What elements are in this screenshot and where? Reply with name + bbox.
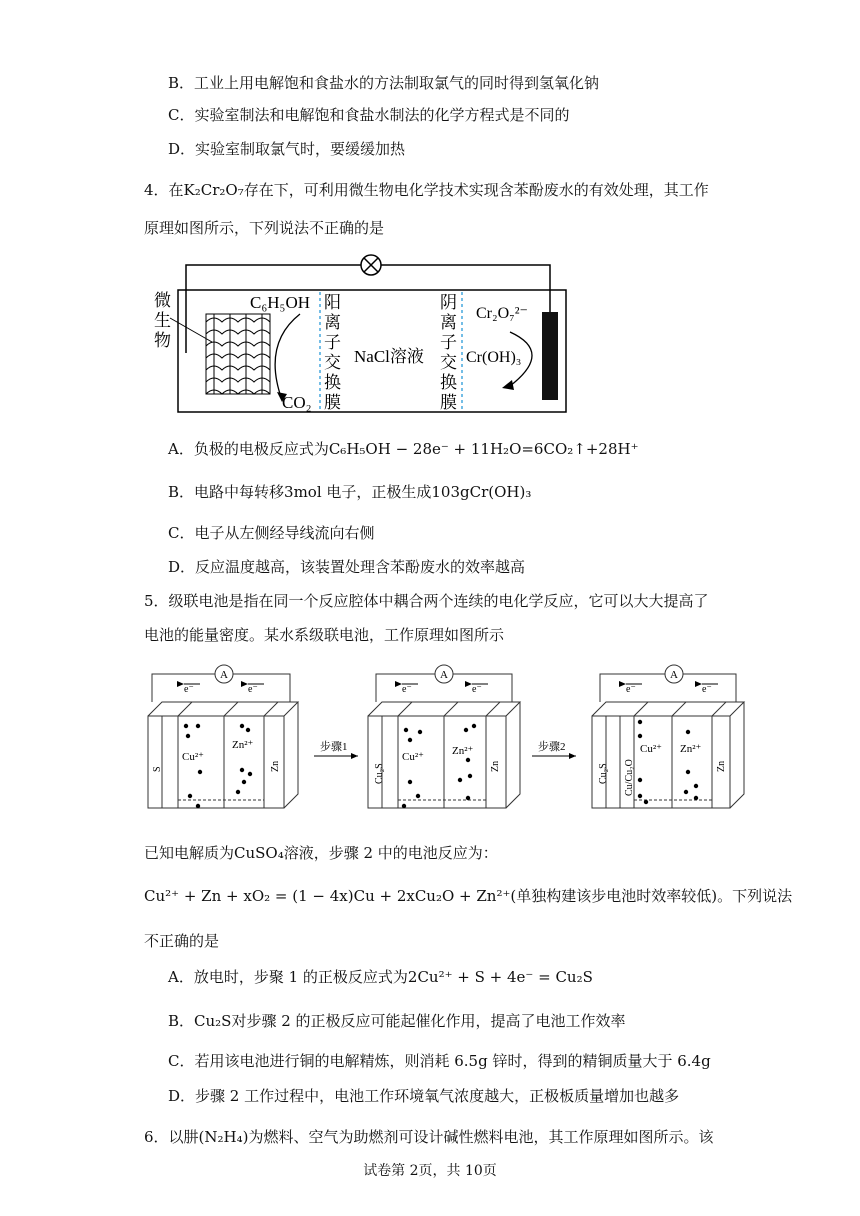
- cell-after-step2: [592, 665, 744, 808]
- q4-option-b: B．电路中每转移3mol 电子，正极生成103gCr(OH)₃: [168, 483, 532, 501]
- zn-ion-3: Zn²⁺: [680, 743, 702, 755]
- anion-char-4: 交: [440, 353, 457, 372]
- zn-electrode-1: Zn: [270, 760, 281, 772]
- ammeter-1-label: A: [220, 669, 228, 681]
- cation-char-5: 换: [324, 373, 341, 392]
- cr2o7-label: Cr₂O₇²⁻: [476, 305, 528, 322]
- anion-char-1: 阴: [440, 293, 457, 312]
- step1-label: 步骤1: [320, 741, 348, 753]
- cell-initial: [148, 665, 298, 808]
- electron-2b: e⁻: [472, 684, 482, 695]
- ions-1: [184, 724, 252, 808]
- step2-label: 步骤2: [538, 741, 566, 753]
- microbe-char-2: 生: [154, 311, 171, 330]
- cu-ion-3: Cu²⁺: [640, 743, 662, 755]
- anion-char-2: 离: [440, 313, 457, 332]
- q3-option-b: B．工业上用电解饱和食盐水的方法制取氯气的同时得到氢氧化钠: [168, 74, 600, 92]
- cation-char-1: 阳: [324, 293, 341, 312]
- q5-figure: [140, 660, 750, 820]
- q5-stem-line3: 不正确的是: [144, 932, 220, 950]
- cation-char-4: 交: [324, 353, 341, 372]
- cu-ion-1: Cu²⁺: [182, 751, 204, 763]
- cation-char-6: 膜: [324, 393, 341, 412]
- s-electrode-label: S: [152, 766, 163, 772]
- zn-electrode-2: Zn: [490, 760, 501, 772]
- electron-3a: e⁻: [626, 684, 636, 695]
- nacl-label: NaCl溶液: [354, 347, 424, 366]
- q5-option-d: D．步骤 2 工作过程中，电池工作环境氧气浓度越大，正极板质量增加也越多: [168, 1087, 680, 1105]
- anion-membrane-label: [440, 293, 457, 412]
- cu-cu2o-electrode-label: Cu/Cu₂O: [624, 759, 635, 796]
- electron-2a: e⁻: [402, 684, 412, 695]
- q4-stem-b: 存在下，可利用微生物电化学技术实现含苯酚废水的有效处理，其工作: [243, 181, 709, 199]
- ions-2: [402, 724, 476, 808]
- q5-option-c: C．若用该电池进行铜的电解精炼，则消耗 6.5g 锌时，得到的精铜质量大于 6.4g: [168, 1052, 711, 1070]
- q5-equation: Cu²⁺ + Zn + xO₂ = (1 − 4x)Cu + 2xCu₂O + Zn²⁺(单独构建该步电池时效率较低)。下列说法: [144, 887, 793, 905]
- q4-option-a: A．负极的电极反应式为C₆H₅OH − 28e⁻ + 11H₂O=6CO₂↑+28H⁺: [168, 440, 639, 458]
- cell-after-step1: [368, 665, 520, 808]
- co2-label: CO₂: [282, 393, 312, 412]
- cathode-electrode: [542, 312, 558, 400]
- page-footer: 试卷第 2页，共 10页: [363, 1163, 497, 1179]
- ions-3: [638, 720, 698, 804]
- ammeter-2-label: A: [440, 669, 448, 681]
- electron-1b: e⁻: [248, 684, 258, 695]
- q4-stem-line2: 原理如图所示，下列说法不正确的是: [144, 219, 385, 237]
- q4-option-d: D．反应温度越高，该装置处理含苯酚废水的效率越高: [168, 558, 526, 576]
- zn-ion-1: Zn²⁺: [232, 739, 254, 751]
- q3-option-c: C．实验室制法和电解饱和食盐水制法的化学方程式是不同的: [168, 106, 570, 124]
- anion-char-3: 子: [440, 333, 457, 352]
- anion-char-5: 换: [440, 373, 457, 392]
- microbe-electrode: [206, 314, 270, 394]
- q3-option-d: D．实验室制取氯气时，要缓缓加热: [168, 140, 406, 158]
- q5-stem-line2: 电池的能量密度。某水系级联电池，工作原理如图所示: [144, 626, 505, 644]
- q4-k2cr2o7: K₂Cr₂O₇: [183, 181, 244, 199]
- q5-option-a: A．放电时，步聚 1 的正极反应式为2Cu²⁺ + S + 4e⁻ = Cu₂S: [168, 968, 593, 986]
- q4-stem-a: 4．在: [144, 181, 184, 199]
- c6h5oh-label: C₆H₅OH: [250, 293, 311, 312]
- electron-1a: e⁻: [184, 684, 194, 695]
- q4-figure: [140, 248, 580, 418]
- zn-electrode-3: Zn: [716, 760, 727, 772]
- q4-stem-line1: [144, 179, 709, 201]
- electron-3b: e⁻: [702, 684, 712, 695]
- q5-known: 已知电解质为CuSO₄溶液，步骤 2 中的电池反应为：: [144, 844, 498, 862]
- q6-stem: 6．以肼(N₂H₄)为燃料、空气为助燃剂可设计碱性燃料电池，其工作原理如图所示。该: [144, 1128, 714, 1146]
- anion-char-6: 膜: [440, 393, 457, 412]
- ammeter-3-label: A: [670, 669, 678, 681]
- cation-char-2: 离: [324, 313, 341, 332]
- cu2s-electrode-label: Cu₂S: [374, 763, 385, 784]
- microbe-char-3: 物: [154, 331, 171, 350]
- microbe-char-1: 微: [154, 291, 171, 310]
- croh3-label: Cr(OH)₃: [466, 349, 522, 366]
- q5-option-b: B．Cu₂S对步骤 2 的正极反应可能起催化作用，提高了电池工作效率: [168, 1012, 626, 1030]
- q4-option-c: C．电子从左侧经导线流向右侧: [168, 524, 375, 542]
- q5-stem-line1: 5．级联电池是指在同一个反应腔体中耦合两个连续的电化学反应，它可以大大提高了: [144, 592, 709, 610]
- cu-ion-2: Cu²⁺: [402, 751, 424, 763]
- cation-membrane-label: [324, 293, 341, 412]
- bulb-icon: [361, 255, 381, 275]
- cation-char-3: 子: [324, 333, 341, 352]
- zn-ion-2: Zn²⁺: [452, 745, 474, 757]
- cu2s-electrode-3: Cu₂S: [598, 763, 609, 784]
